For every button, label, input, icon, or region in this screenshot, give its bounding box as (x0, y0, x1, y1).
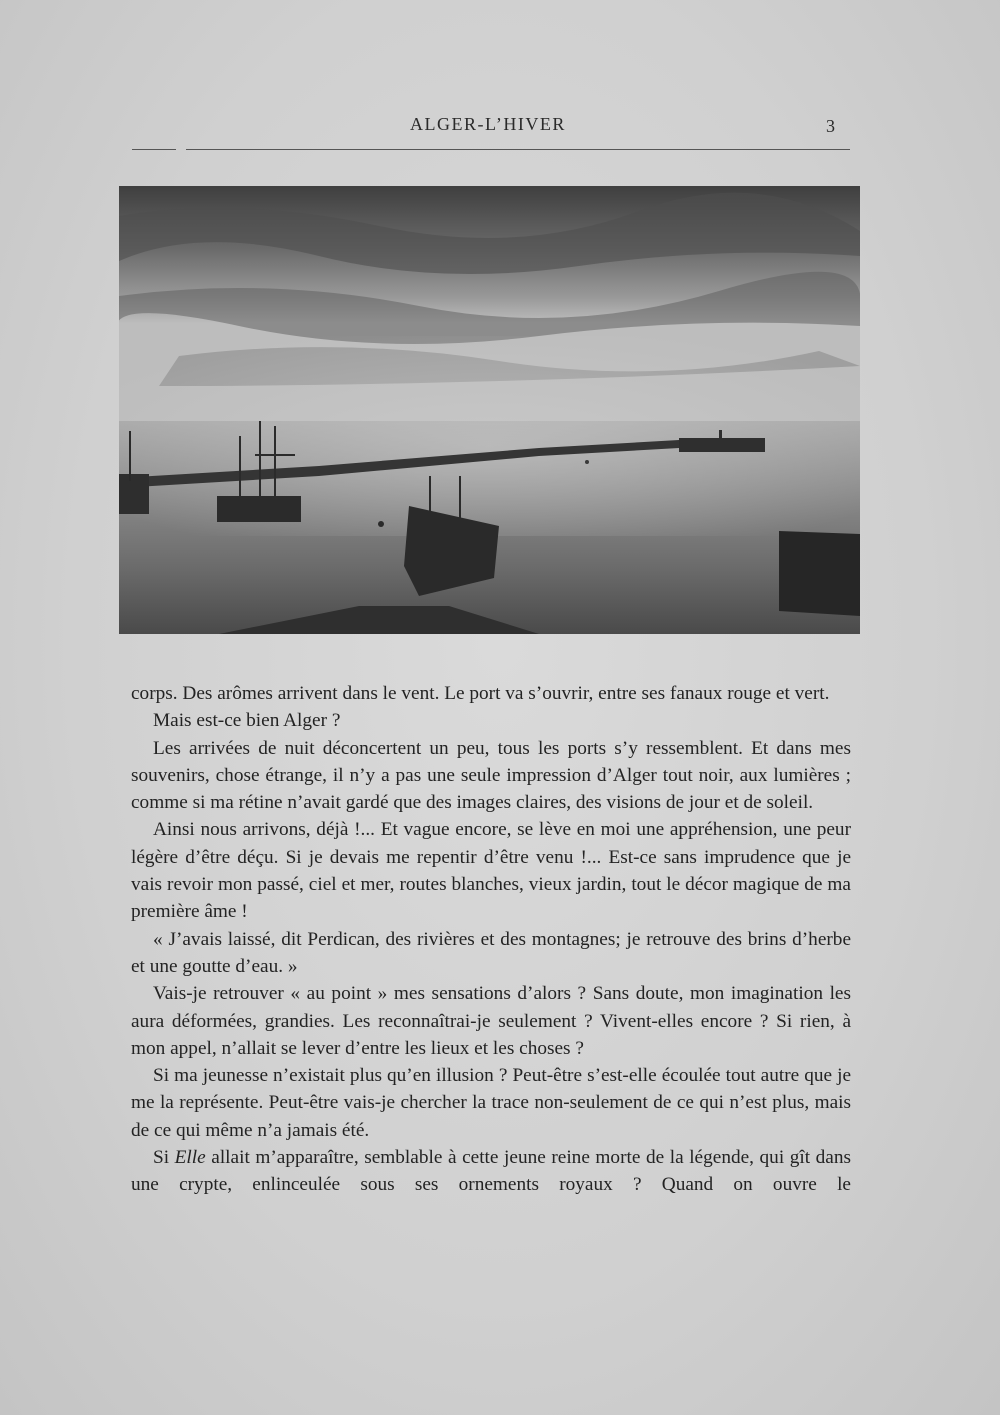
paragraph-6: Vais-je retrouver « au point » mes sensations d’alors ? Sans doute, mon imagination les aura déformées, grandies. Les reconnaîtrai-je seulement ? Vivent-elles encore ? Si rien, à mon appel, n’allait se lever d’entre les lieux et les choses ? (131, 983, 851, 1059)
paragraph-2: Mais est-ce bien Alger ? (153, 710, 341, 732)
paragraph-8-rest: allait m’apparaître, semblable à cette jeune reine morte de la légende, qui gît dans une crypte, enlinceulée sous ses ornements royaux ? Quand on ouvre le (131, 1147, 851, 1196)
paragraph-7: Si ma jeunesse n’existait plus qu’en illusion ? Peut-être s’est-elle écoulée tout autre que je me la représente. Peut-être vais-je chercher la trace non-seulement de ce qui n’est plus, mais de ce qui même n’a jamais été. (131, 1065, 851, 1141)
paragraph-8-start: Si (153, 1147, 175, 1169)
paragraph-3: Les arrivées de nuit déconcertent un peu, tous les ports s’y ressemblent. Et dans mes souvenirs, chose étrange, il n’y a pas une seule impression d’Alger tout noir, aux lumières ; comme si ma rétine n’avait gardé que des images claires, des visions de jour et de soleil. (131, 737, 851, 814)
paragraph-5: « J’avais laissé, dit Perdican, des rivières et des montagnes; je retrouve des brins d’herbe et une goutte d’eau. » (131, 928, 851, 977)
header-rule-right (186, 149, 850, 150)
running-head (0, 114, 1000, 138)
paragraph-8-italic: Elle (174, 1147, 206, 1169)
harbour-photograph (119, 186, 860, 634)
paragraph-1: corps. Des arômes arrivent dans le vent. Le port va s’ouvrir, entre ses fanaux rouge et vert. (131, 683, 830, 704)
page-number: 3 (826, 116, 835, 136)
header-rule-left (132, 149, 176, 150)
paragraph-4: Ainsi nous arrivons, déjà !... Et vague encore, se lève en moi une appréhension, une peur légère d’être déçu. Si je devais me repentir d’être venu !... Est-ce sans imprudence que je vais revoir mon passé, ciel et mer, routes blanches, vieux jardin, tout le décor magique de ma première âme ! (131, 819, 851, 923)
body-text (131, 680, 851, 1199)
paragraph-8 (131, 1144, 851, 1199)
running-title: ALGER-L’HIVER (410, 114, 566, 134)
